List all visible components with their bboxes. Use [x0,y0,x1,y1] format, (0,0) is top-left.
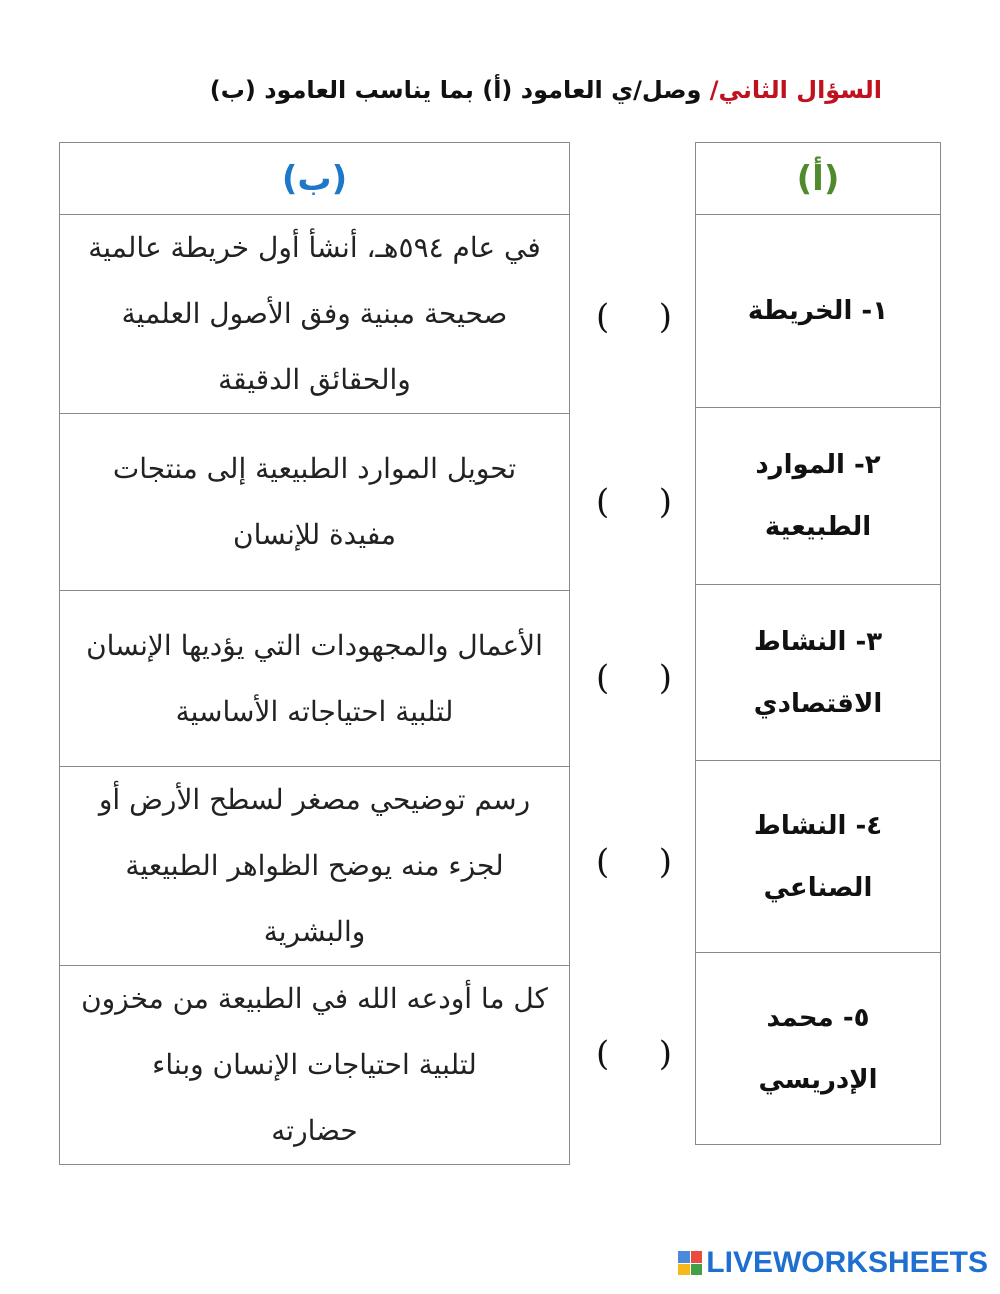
definition-line: حضارته [271,1114,358,1147]
term-cell [696,408,941,585]
term-label: ٤- النشاط [753,810,883,841]
definition-line: والبشرية [263,915,366,948]
open-paren: ( [596,658,610,698]
term-label: الإدريسي [758,1064,878,1095]
term-label: ١- الخريطة [747,296,889,326]
definition-line: رسم توضيحي مصغر لسطح الأرض أو [98,783,531,816]
term-label: الصناعي [763,872,873,903]
brand-name: LIVEWORKSHEETS [706,1246,988,1279]
definition-line: كل ما أودعه الله في الطبيعة من مخزون [81,982,548,1015]
definition-line: الأعمال والمجهودات التي يؤديها الإنسان [86,628,543,662]
definition-line: صحيحة مبنية وفق الأصول العلمية [121,297,508,330]
question-instruction: وصل/ي العامود (أ) بما يناسب العامود (ب) [209,76,710,104]
definition-line: والحقائق الدقيقة [218,363,411,396]
term-label: ٥- محمد [766,1002,870,1033]
close-paren: ) [658,482,672,522]
column-a-header: (أ) [696,143,941,215]
answer-slot[interactable] [596,842,672,882]
answer-slot[interactable] [596,1034,672,1074]
term-cell [696,761,941,953]
close-paren: ) [658,1034,672,1074]
open-paren: ( [596,482,610,522]
question-number: السؤال الثاني/ [709,76,882,104]
definition-line: لتلبية احتياجاته الأساسية [175,694,454,728]
definition-line: لتلبية احتياجات الإنسان وبناء [152,1048,477,1081]
answer-slot[interactable] [596,482,672,522]
definition-cell [60,414,570,591]
open-paren: ( [596,842,610,882]
term-cell [696,215,941,408]
term-label: ٢- الموارد [755,450,881,480]
definition-cell [60,767,570,966]
open-paren: ( [596,1034,610,1074]
definition-line: في عام ٥٩٤هـ، أنشأ أول خريطة عالمية [88,231,541,264]
term-label: الطبيعية [764,512,872,542]
term-cell [696,953,941,1145]
definition-line: مفيدة للإنسان [233,518,396,551]
column-b [59,142,570,1165]
definition-line: تحويل الموارد الطبيعية إلى منتجات [112,452,517,485]
close-paren: ) [658,658,672,698]
definition-cell [60,966,570,1165]
column-a [695,142,941,1145]
answer-slot[interactable] [596,658,672,698]
close-paren: ) [658,297,672,337]
column-b-header: (ب) [60,143,570,215]
brand-watermark [678,1246,988,1280]
definition-cell [60,215,570,414]
definition-line: لجزء منه يوضح الظواهر الطبيعية [125,849,504,882]
answer-slot[interactable] [596,297,672,337]
liveworksheets-logo-icon [678,1251,702,1275]
term-label: الاقتصادي [753,688,883,719]
open-paren: ( [596,297,610,337]
term-cell [696,585,941,761]
term-label: ٣- النشاط [753,626,883,657]
close-paren: ) [658,842,672,882]
question-title [62,76,882,104]
definition-cell [60,591,570,767]
